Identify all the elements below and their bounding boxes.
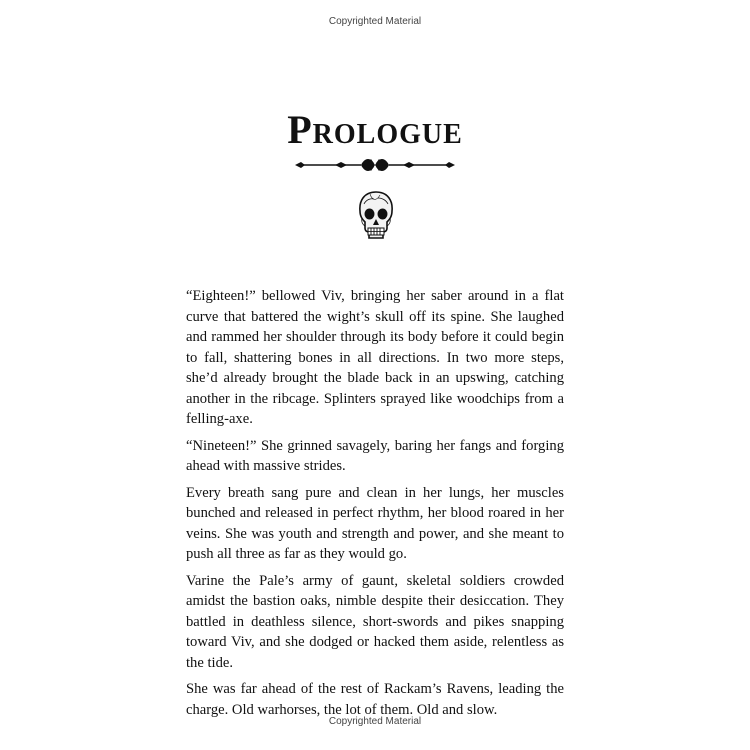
- paragraph-4: Varine the Pale’s army of gaunt, skeletal soldiers crowded amidst the bastion oaks, nimble despite their desiccation. They battled in deathless silence, short-swords and pikes snapping toward Viv, and she dodged or hacked them aside, relentless as the tide.: [186, 572, 564, 671]
- copyright-header: Copyrighted Material: [328, 16, 422, 27]
- ornamental-divider-icon: [295, 155, 455, 175]
- paragraph-2: “Nineteen!” She grinned savagely, baring her fangs and forging ahead with massive strides.: [186, 437, 564, 474]
- paragraph-5: She was far ahead of the rest of Rackam’s Ravens, leading the charge. Old warhorses, the lot of them. Old and slow.: [186, 681, 564, 718]
- chapter-title: Prologue: [287, 107, 463, 152]
- skull-icon: [356, 190, 396, 242]
- prologue-text: [186, 286, 564, 726]
- copyright-footer: Copyrighted Material: [328, 716, 422, 727]
- paragraph-1: “Eighteen!” bellowed Viv, bringing her saber around in a flat curve that battered the wight’s skull off its spine. She laughed and rammed her shoulder through its body before it could begin to fall, shattering bones in all directions. In two more steps, she’d already brought the blade back in an upswing, catching another in the ribcage. Splinters sprayed like woodchips from a felling-axe.: [186, 288, 564, 427]
- paragraph-3: Every breath sang pure and clean in her lungs, her muscles bunched and released in perfect rhythm, her blood roared in her veins. She was youth and strength and power, and she meant to push all three as far as they would go.: [186, 484, 564, 562]
